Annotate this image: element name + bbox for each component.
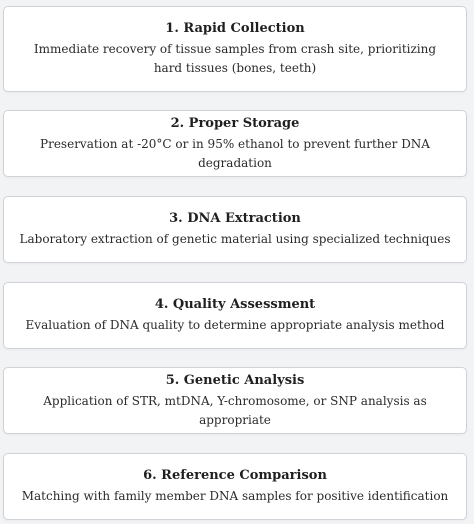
step-card-genetic-analysis — [3, 367, 467, 434]
step-description: Preservation at -20°C or in 95% ethanol to prevent further DNA degradation — [40, 136, 430, 170]
step-title: 6. Reference Comparison — [143, 468, 327, 483]
step-card-rapid-collection — [3, 6, 467, 92]
step-title: 2. Proper Storage — [170, 115, 300, 131]
step-description: Application of STR, mtDNA, Y-chromosome, or SNP analysis as appropriate — [43, 393, 427, 427]
step-description: Evaluation of DNA quality to determine appropriate analysis method — [25, 318, 445, 332]
step-description: Laboratory extraction of genetic material using specialized techniques — [19, 232, 451, 246]
step-description: Immediate recovery of tissue samples from crash site, prioritizing hard tissues (bones, teeth) — [33, 42, 437, 75]
step-card-proper-storage — [3, 110, 467, 177]
step-title: 4. Quality Assessment — [154, 297, 316, 312]
step-card-dna-extraction — [3, 196, 467, 263]
step-title: 1. Rapid Collection — [165, 21, 305, 36]
step-card-reference-comparison — [3, 453, 467, 520]
step-description: Matching with family member DNA samples for positive identification — [21, 489, 449, 503]
step-card-quality-assessment — [3, 282, 467, 349]
step-title: 3. DNA Extraction — [169, 211, 301, 226]
step-title: 5. Genetic Analysis — [165, 372, 305, 388]
